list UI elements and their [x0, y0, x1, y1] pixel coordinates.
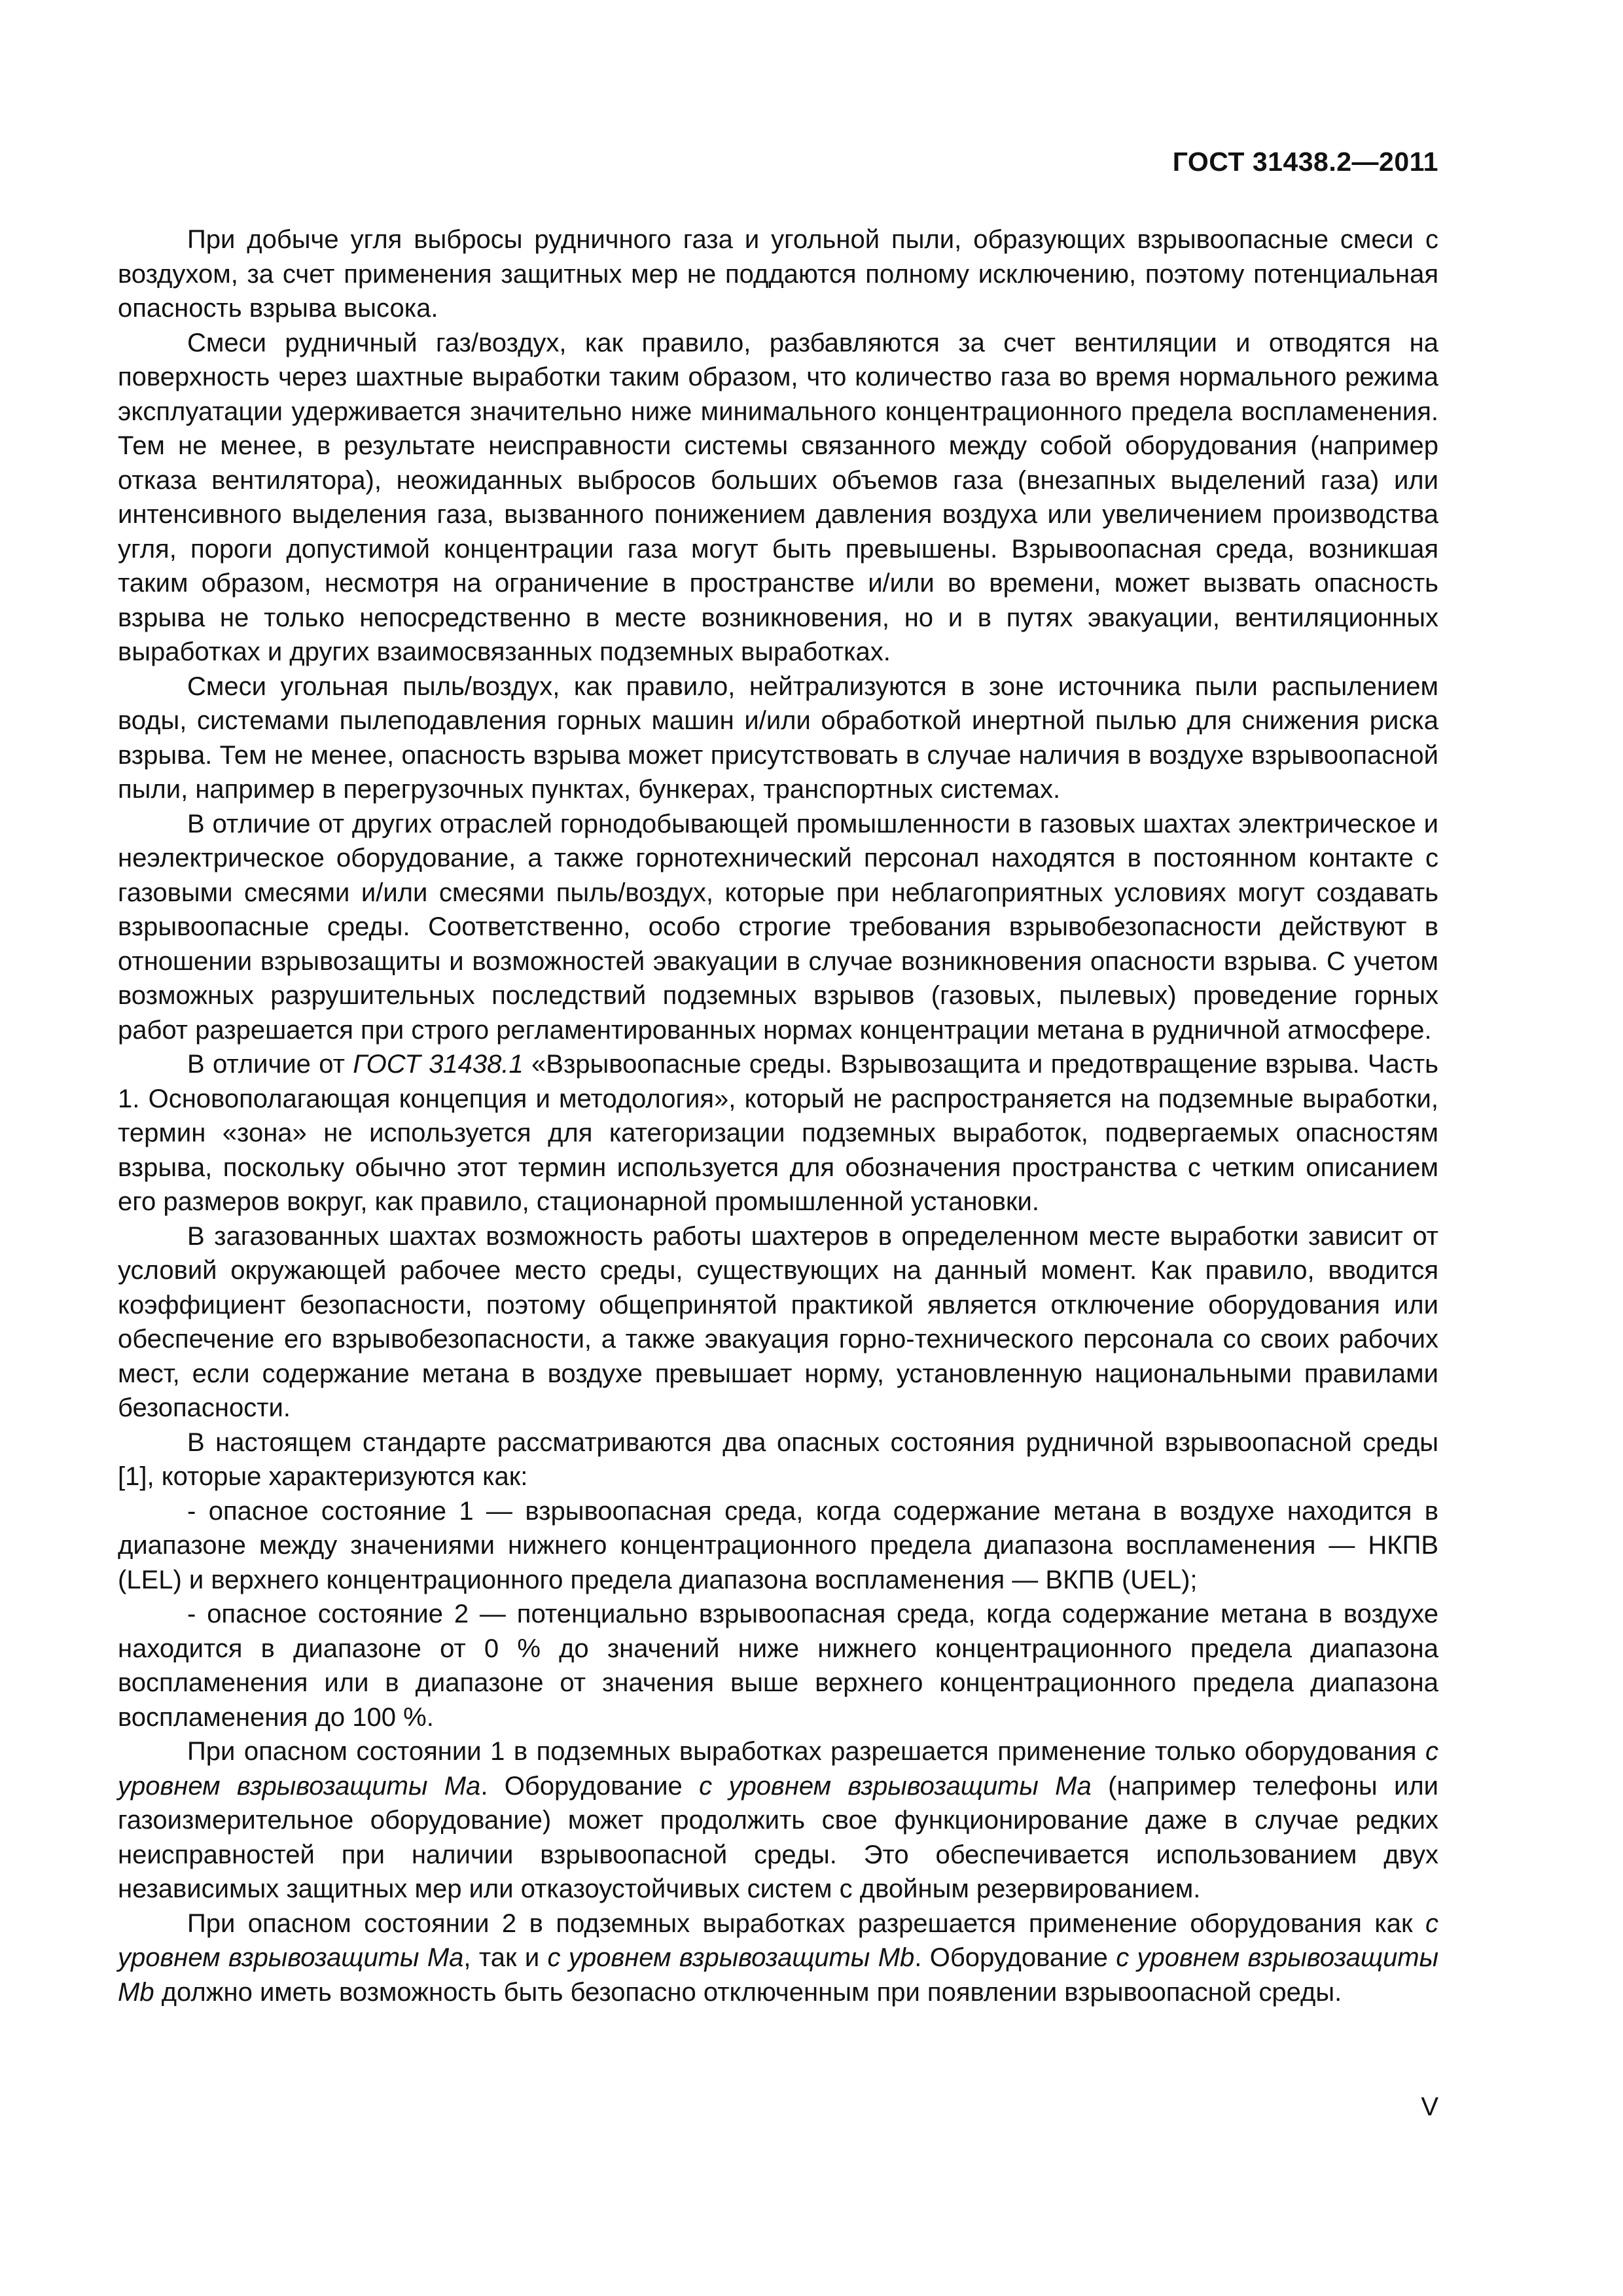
text-run: должно иметь возможность быть безопасно отключенным при появлении взрывоопасной среды.: [154, 1977, 1342, 2007]
standard-reference: ГОСТ 31438.1: [353, 1050, 524, 1079]
text-run: «Взрывоопасные среды. Взрывозащита и предотвращение взрыва. Часть 1. Основополагающая концепция и методология», который не распространяется на подземные выработки, термин «зона» не используется для категоризации подземных выработок, подвергаемых опасностям взрыва, поскольку обычно этот термин используется для обозначения пространства с четким описанием его размеров вокруг, как правило, стационарной промышленной установки.: [118, 1050, 1438, 1216]
protection-level-term: с уровнем взрывозащиты Mb: [547, 1943, 915, 1972]
paragraph: В загазованных шахтах возможность работы шахтеров в определенном месте выработки зависит от условий окружающей рабочее место среды, существующих на данный момент. Как правило, вводится коэффициент безопасности, поэтому общепринятой практикой является отключение оборудования или обеспечение его взрывобезопасности, а также эвакуация горно-технического персонала со своих рабочих мест, если содержание метана в воздухе превышает норму, установленную национальными правилами безопасности.: [118, 1221, 1438, 1422]
paragraph: [118, 1907, 1438, 2010]
paragraph: В отличие от других отраслей горнодобывающей промышленности в газовых шахтах электрическое и неэлектрическое оборудование, а также горнотехнический персонал находятся в постоянном контакте с газовыми смесями и/или смесями пыль/воздух, которые при неблагоприятных условиях могут создавать взрывоопасные среды. Соответственно, особо строгие требования взрывобезопасности действуют в отношении взрывозащиты и возможностей эвакуации в случае возникновения опасности взрыва. С учетом возможных разрушительных последствий подземных взрывов (газовых, пылевых) проведение горных работ разрешается при строго регламентированных нормах концентрации метана в рудничной атмосфере.: [118, 809, 1438, 1045]
protection-level-term: с уровнем взрывозащиты Ma: [118, 1737, 1438, 1801]
protection-level-term: с уровнем взрывозащиты Mb: [118, 1943, 1439, 2007]
text-run: При опасном состоянии 2 в подземных выработках разрешается применение оборудования как: [187, 1909, 1425, 1938]
list-item: - опасное состояние 2 — потенциально взрывоопасная среда, когда содержание метана в воздухе находится в диапазоне от 0 % до значений ниже нижнего концентрационного предела диапазона воспламенения или в диапазоне от значения выше верхнего концентрационного предела диапазона воспламенения до 100 %.: [118, 1600, 1438, 1732]
document-body: [118, 223, 1438, 2009]
paragraph: Смеси угольная пыль/воздух, как правило, нейтрализуются в зоне источника пыли распылением воды, системами пылеподавления горных машин и/или обработкой инертной пылью для снижения риска взрыва. Тем не менее, опасность взрыва может присутствовать в случае наличия в воздухе взрывоопасной пыли, например в перегрузочных пунктах, бункерах, транспортных системах.: [118, 672, 1438, 804]
text-run: При опасном состоянии 1 в подземных выработках разрешается применение только оборудования: [187, 1737, 1425, 1766]
paragraph: [118, 1734, 1438, 1907]
protection-level-term: с уровнем взрывозащиты Ma: [118, 1909, 1438, 1972]
text-run: (например телефоны или газоизмерительное оборудование) может продолжить свое функционирование даже в случае редких неисправностей при наличии взрывоопасной среды. Это обеспечивается использованием двух независимых защитных мер или отказоустойчивых систем с двойным резервированием.: [118, 1771, 1439, 1903]
text-run: , так и: [463, 1943, 548, 1972]
text-run: . Оборудование: [914, 1943, 1116, 1972]
text-run: В отличие от: [187, 1050, 353, 1079]
paragraph: При добыче угля выбросы рудничного газа и угольной пыли, образующих взрывоопасные смеси с воздухом, за счет применения защитных мер не поддаются полному исключению, поэтому потенциальная опасность взрыва высока.: [118, 225, 1438, 323]
protection-level-term: с уровнем взрывозащиты Ma: [699, 1771, 1092, 1801]
paragraph: В настоящем стандарте рассматриваются два опасных состояния рудничной взрывоопасной среды [1], которые характеризуются как:: [118, 1427, 1438, 1491]
list-item: - опасное состояние 1 — взрывоопасная среда, когда содержание метана в воздухе находится в диапазоне между значениями нижнего концентрационного предела диапазона воспламенения — НКПВ (LEL) и верхнего концентрационного предела диапазона воспламенения — ВКПВ (UEL);: [118, 1496, 1438, 1594]
paragraph: Смеси рудничный газ/воздух, как правило, разбавляются за счет вентиляции и отводятся на поверхность через шахтные выработки таким образом, что количество газа во время нормального режима эксплуатации удерживается значительно ниже минимального концентрационного предела воспламенения. Тем не менее, в результате неисправности системы связанного между собой оборудования (например отказа вентилятора), неожиданных выбросов больших объемов газа (внезапных выделений газа) или интенсивного выделения газа, вызванного понижением давления воздуха или увеличением производства угля, пороги допустимой концентрации газа могут быть превышены. Взрывоопасная среда, возникшая таким образом, несмотря на ограничение в пространстве и/или во времени, может вызвать опасность взрыва не только непосредственно в месте возникновения, но и в путях эвакуации, вентиляционных выработках и других взаимосвязанных подземных выработках.: [118, 328, 1438, 666]
paragraph: [118, 1047, 1438, 1219]
page-number: V: [1421, 2092, 1438, 2121]
document-code-header: ГОСТ 31438.2—2011: [1172, 147, 1438, 177]
text-run: . Оборудование: [480, 1771, 700, 1801]
